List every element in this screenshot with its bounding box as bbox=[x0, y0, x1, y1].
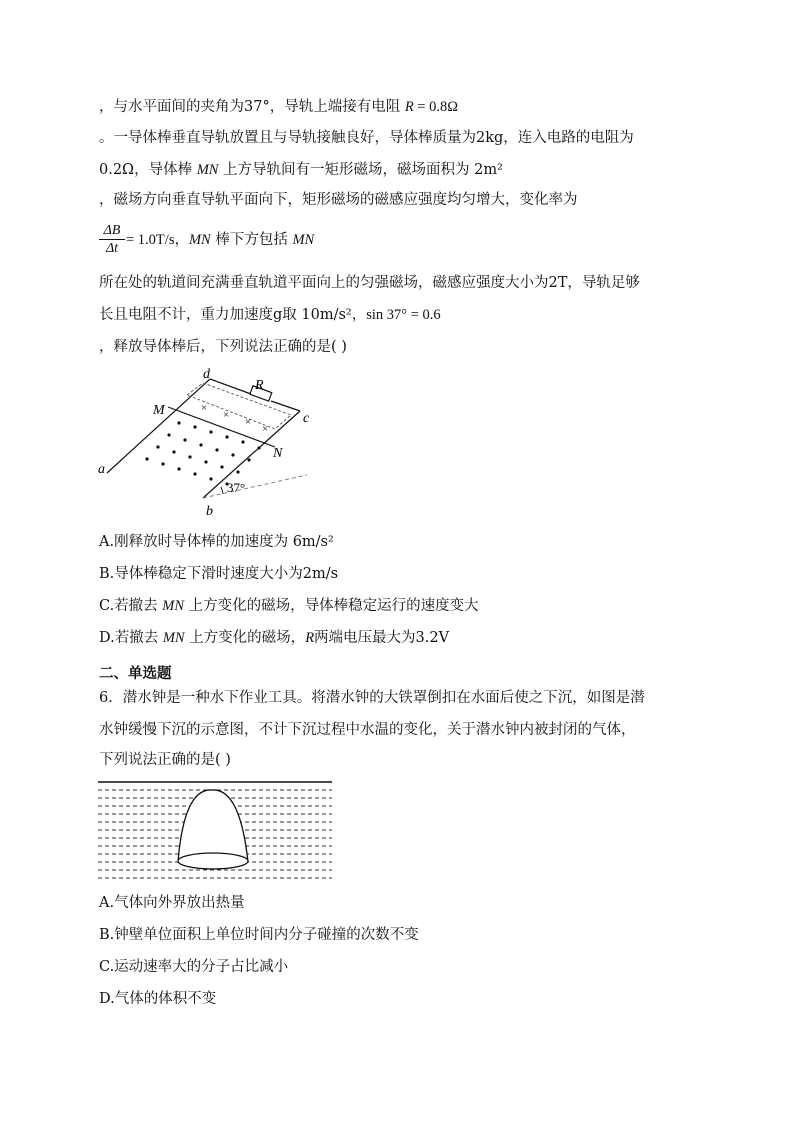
rail-figure bbox=[95, 365, 335, 525]
q6-line-2: 水钟缓慢下沉的示意图，不计下沉过程中水温的变化，关于潜水钟内被封闭的气体， bbox=[99, 722, 636, 738]
label-b: b bbox=[206, 504, 213, 519]
svg-text:×: × bbox=[245, 416, 252, 428]
diving-bell-figure bbox=[98, 778, 334, 884]
label-d: d bbox=[203, 367, 210, 382]
bell-body bbox=[178, 790, 248, 862]
bell-opening bbox=[178, 853, 248, 869]
svg-text:×: × bbox=[223, 409, 230, 421]
option-text: C.若撤去 bbox=[99, 598, 163, 614]
rate-value: = 1.0T/s， bbox=[126, 232, 189, 248]
q5-option-d bbox=[99, 628, 449, 648]
q5-line-5 bbox=[126, 230, 314, 250]
rate-fraction bbox=[99, 222, 125, 257]
q5-text: 棒下方包括 bbox=[210, 232, 293, 248]
q5-option-a: A.刚释放时导体棒的加速度为 6m/s² bbox=[99, 534, 334, 550]
label-R: R bbox=[255, 378, 264, 393]
resistor-symbol: R bbox=[404, 99, 414, 115]
resistor-value: = 0.8Ω bbox=[413, 99, 459, 115]
label-c: c bbox=[303, 411, 310, 426]
fraction-numerator: ΔB bbox=[99, 222, 125, 240]
label-N: N bbox=[273, 446, 283, 461]
label-M: M bbox=[153, 403, 165, 418]
label-a: a bbox=[98, 462, 105, 477]
q5-line-7 bbox=[99, 305, 441, 325]
option-text: 上方变化的磁场， bbox=[184, 630, 306, 646]
section-title: 二、单选题 bbox=[99, 666, 172, 682]
q5-text: 长且电阻不计，重力加速度g取 10m/s²， bbox=[99, 307, 367, 323]
q5-line-3 bbox=[99, 160, 503, 180]
resistor-symbol: R bbox=[305, 630, 315, 646]
option-text: 上方变化的磁场，导体棒稳定运行的速度变大 bbox=[184, 598, 479, 614]
svg-text:×: × bbox=[201, 402, 208, 414]
q6-option-a: A.气体向外界放出热量 bbox=[99, 895, 245, 911]
svg-text:×: × bbox=[262, 423, 269, 435]
option-text: 两端电压最大为3.2V bbox=[314, 630, 450, 646]
field-crosses bbox=[201, 402, 268, 435]
q6-option-c: C.运动速率大的分子占比减小 bbox=[99, 959, 289, 975]
q6-option-d: D.气体的体积不变 bbox=[99, 991, 217, 1007]
q5-line-8: ，释放导体棒后，下列说法正确的是( ) bbox=[99, 339, 347, 355]
q6-option-b: B.钟壁单位面积上单位时间内分子碰撞的次数不变 bbox=[99, 927, 419, 943]
q5-text: 0.2Ω，导体棒 bbox=[99, 162, 197, 178]
q5-option-c bbox=[99, 596, 479, 616]
option-text: D.若撤去 bbox=[99, 630, 163, 646]
rod-symbol: MN bbox=[292, 232, 315, 248]
rod-symbol: MN bbox=[188, 232, 211, 248]
q5-line-6: 所在处的轨道间充满垂直轨道平面向上的匀强磁场，磁感应强度大小为2T，导轨足够 bbox=[99, 275, 640, 291]
rod-symbol: MN bbox=[162, 630, 185, 646]
q5-line-2: 。一导体棒垂直导轨放置且与导轨接触良好，导体棒质量为2kg，连入电路的电阻为 bbox=[99, 130, 634, 146]
q5-line-4: ，磁场方向垂直导轨平面向下，矩形磁场的磁感应强度均匀增大，变化率为 bbox=[99, 192, 578, 208]
fraction-denominator: Δt bbox=[105, 241, 119, 256]
q5-text: 上方导轨间有一矩形磁场，磁场面积为 2m² bbox=[218, 162, 503, 178]
rod-symbol: MN bbox=[196, 162, 219, 178]
q5-text: ，与水平面间的夹角为37°，导轨上端接有电阻 bbox=[99, 99, 405, 115]
label-angle: 37° bbox=[227, 480, 246, 495]
sine-value: sin 37° = 0.6 bbox=[366, 307, 441, 323]
rod-symbol: MN bbox=[162, 598, 185, 614]
q5-option-b: B.导体棒稳定下滑时速度大小为2m/s bbox=[99, 566, 339, 582]
field-dots bbox=[145, 421, 260, 485]
q6-line-3: 下列说法正确的是( ) bbox=[99, 752, 231, 768]
q6-line-1: 6．潜水钟是一种水下作业工具。将潜水钟的大铁罩倒扣在水面后使之下沉，如图是潜 bbox=[99, 690, 645, 706]
q5-line-1 bbox=[99, 97, 458, 117]
